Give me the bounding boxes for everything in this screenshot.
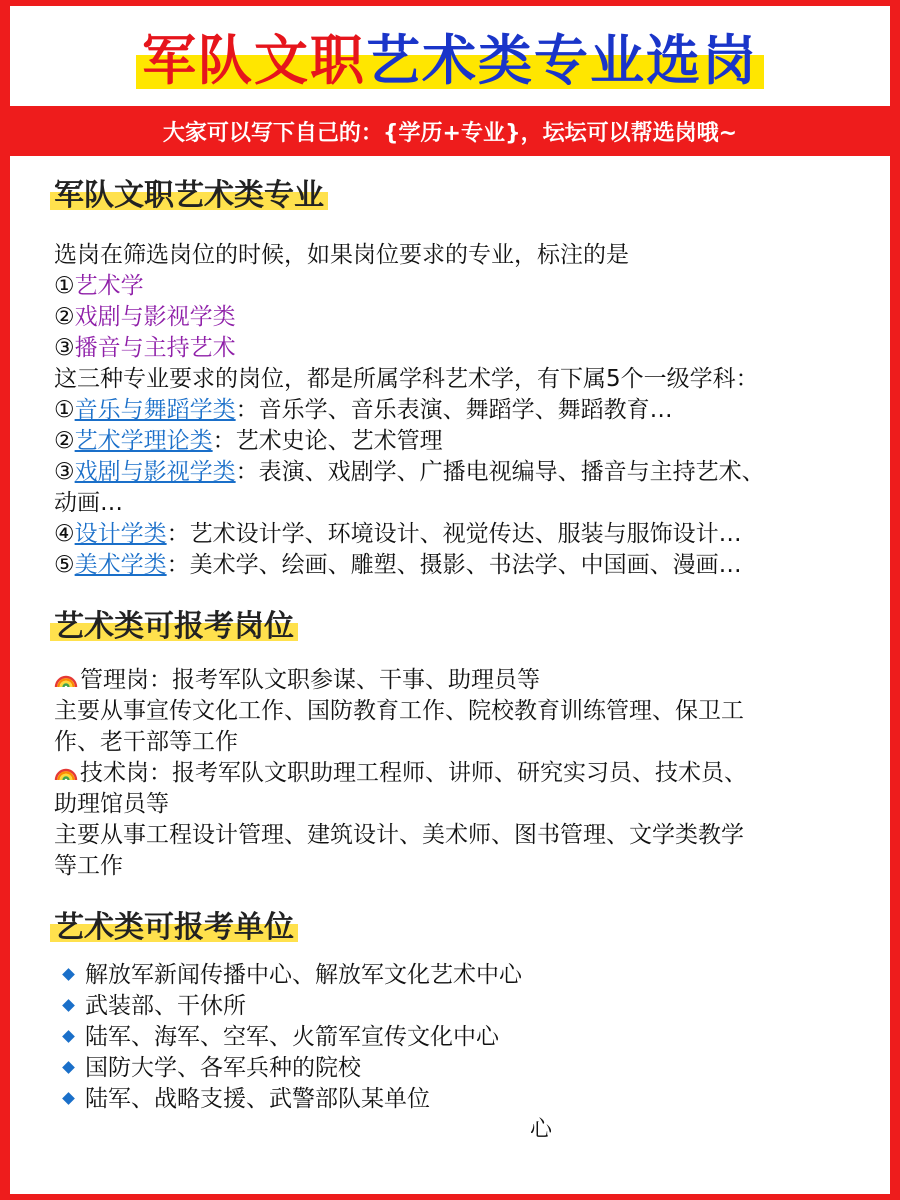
tech-post-line2: 助理馆员等	[54, 791, 169, 817]
list-item: 国防大学、各军兵种的院校	[54, 1053, 854, 1084]
discipline-4: ④设计学类：艺术设计学、环境设计、视觉传达、服装与服饰设计…	[54, 521, 742, 547]
blue-diamond-icon	[62, 968, 75, 981]
title-part2: 艺术类专业选岗	[366, 28, 758, 92]
mgmt-post-line1: 管理岗：报考军队文职参谋、干事、助理员等	[54, 665, 854, 696]
blue-diamond-icon	[62, 1092, 75, 1105]
subtitle: 大家可以写下自己的：{学历+专业}，坛坛可以帮选岗哦~	[162, 120, 738, 146]
section1-heading: 军队文职艺术类专业	[50, 170, 328, 214]
list-item: 陆军、海军、空军、火箭军宣传文化中心	[54, 1022, 854, 1053]
subtitle-bar	[0, 106, 900, 156]
section1-summary: 这三种专业要求的岗位，都是所属学科艺术学，有下属5个一级学科：	[54, 366, 759, 392]
discipline-3-continued: 动画…	[54, 490, 123, 516]
discipline-2: ②艺术学理论类：艺术史论、艺术管理	[54, 428, 443, 454]
page-title	[142, 18, 758, 95]
section3-heading: 艺术类可报考单位	[50, 902, 298, 946]
discipline-1-link[interactable]: 音乐与舞蹈学类	[74, 397, 236, 423]
section1-intro: 选岗在筛选岗位的时候，如果岗位要求的专业，标注的是	[54, 242, 629, 268]
unit-list	[54, 960, 854, 1115]
blue-diamond-icon	[62, 1030, 75, 1043]
mgmt-post-line2: 主要从事宣传文化工作、国防教育工作、院校教育训练管理、保卫工	[54, 698, 744, 724]
option-2: ②戏剧与影视学类	[54, 304, 236, 330]
list-item: 陆军、战略支援、武警部队某单位	[54, 1084, 854, 1115]
content	[54, 170, 854, 1115]
discipline-5: ⑤美术学类：美术学、绘画、雕塑、摄影、书法学、中国画、漫画…	[54, 552, 742, 578]
option-3: ③播音与主持艺术	[54, 335, 236, 361]
footer-char: 心	[530, 1117, 553, 1142]
title-part1: 军队文职	[142, 28, 366, 92]
blue-diamond-icon	[62, 999, 75, 1012]
discipline-3: ③戏剧与影视学类：表演、戏剧学、广播电视编导、播音与主持艺术、	[54, 459, 765, 485]
discipline-2-link[interactable]: 艺术学理论类	[74, 428, 213, 454]
tech-post-line4: 等工作	[54, 853, 123, 879]
discipline-1: ①音乐与舞蹈学类：音乐学、音乐表演、舞蹈学、舞蹈教育…	[54, 397, 673, 423]
tech-post-line1: 技术岗：报考军队文职助理工程师、讲师、研究实习员、技术员、	[54, 758, 854, 789]
rainbow-icon	[54, 670, 78, 688]
tech-post-line3: 主要从事工程设计管理、建筑设计、美术师、图书管理、文学类教学	[54, 822, 744, 848]
list-item: 解放军新闻传播中心、解放军文化艺术中心	[54, 960, 854, 991]
title-band	[10, 6, 890, 106]
list-item: 武装部、干休所	[54, 991, 854, 1022]
title-wrap	[136, 18, 764, 95]
blue-diamond-icon	[62, 1061, 75, 1074]
mgmt-post-line3: 作、老干部等工作	[54, 729, 238, 755]
option-1: ①艺术学	[54, 273, 144, 299]
rainbow-icon	[54, 763, 78, 781]
section2-heading: 艺术类可报考岗位	[50, 601, 298, 645]
discipline-3-link[interactable]: 戏剧与影视学类	[74, 459, 236, 485]
discipline-4-link[interactable]: 设计学类	[74, 521, 167, 547]
discipline-5-link[interactable]: 美术学类	[74, 552, 167, 578]
